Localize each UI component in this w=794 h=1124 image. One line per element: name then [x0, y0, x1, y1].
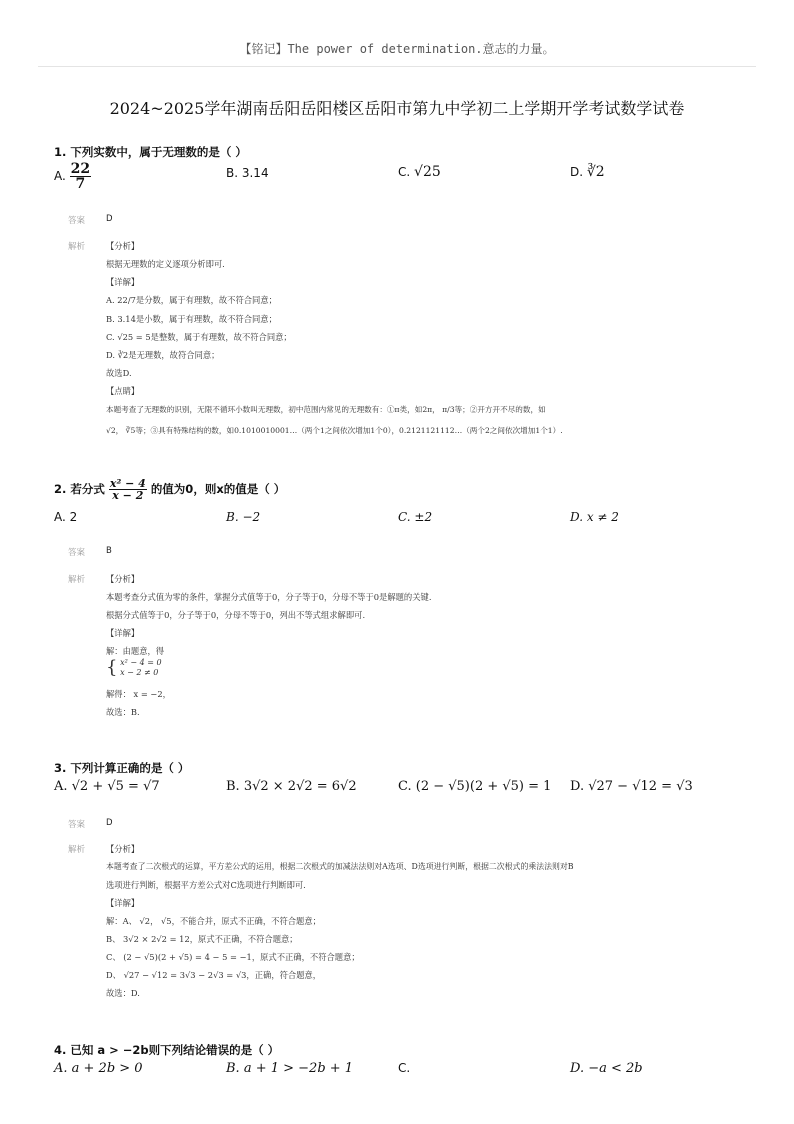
q2-option-b: B. −2: [226, 510, 261, 524]
q1-analysis-line: D. ∛2是无理数，故符合同意；: [106, 350, 220, 360]
q1-analysis-line: 故选D.: [106, 368, 132, 378]
q1-option-c-expr: √25: [414, 164, 441, 180]
question-4-stem: 4. 已知 a > −2b则下列结论错误的是（ ）: [54, 1043, 280, 1057]
q2-system-lines: [120, 658, 161, 676]
motto-header: 【铭记】The power of determination.意志的力量。: [239, 42, 555, 56]
q3-analysis-line: 故选：D.: [106, 988, 140, 998]
q4-option-b: B. a + 1 > −2b + 1: [226, 1061, 354, 1076]
q2-option-a: A. 2: [54, 510, 78, 524]
question-3-stem: 3. 下列计算正确的是（ ）: [54, 761, 190, 775]
q1-option-c: [398, 164, 441, 180]
q3-analysis-line: 选项进行判断，根据平方差公式对C选项进行判断即可.: [106, 880, 306, 890]
q2-answer-label: 答案: [68, 548, 86, 558]
q3-answer-label: 答案: [68, 820, 86, 830]
q1-analysis-label: 解析: [68, 242, 86, 252]
q2-system-eq2: x − 2 ≠ 0: [120, 667, 159, 677]
q1-option-d-prefix: D.: [570, 165, 584, 179]
q1-analysis-line: 【点睛】: [106, 386, 140, 396]
q3-analysis-line: 【分析】: [106, 844, 140, 854]
q3-analysis-line: C、 (2 − √5)(2 + √5) = 4 − 5 = −1，原式不正确，不符合题意；: [106, 952, 360, 962]
left-brace-icon: {: [106, 657, 118, 678]
q1-analysis-line: A. 22/7是分数，属于有理数，故不符合同意；: [106, 295, 277, 305]
q2-stem-suffix: 的值为0，则x的值是（ ）: [150, 482, 286, 496]
q2-analysis-line: 根据分式值等于0，分子等于0，分母不等于0，列出不等式组求解即可.: [106, 610, 366, 620]
q1-option-a-prefix: A.: [54, 169, 66, 183]
q4-option-a: A. a + 2b > 0: [54, 1061, 143, 1076]
q3-analysis-line: D、 √27 − √12 = 3√3 − 2√3 = √3，正确，符合题意，: [106, 970, 322, 980]
q1-option-d: [570, 164, 605, 180]
q1-analysis-line: 根据无理数的定义逐项分析即可.: [106, 259, 225, 269]
q1-analysis-line: √2， ∛5等；③具有特殊结构的数，如0.1010010001…（两个1之间依次增加1个0），0.2121121112…（两个2之间依次增加1个1）.: [106, 426, 563, 435]
q1-option-a: [54, 162, 91, 191]
q3-analysis-line: 本题考查了二次根式的运算，平方差公式的运用，根据二次根式的加减法法则对A选项、D选项进行判断，根据二次根式的乘法法则对B: [106, 862, 574, 871]
q2-analysis-line: 解：由题意，得: [106, 646, 165, 656]
q1-option-a-fraction: [70, 162, 91, 191]
q4-option-d: D. −a < 2b: [570, 1061, 643, 1076]
q1-answer-label: 答案: [68, 216, 86, 226]
q3-option-a: A. √2 + √5 = √7: [54, 779, 160, 794]
q3-analysis-line: B、 3√2 × 2√2 = 12，原式不正确，不符合题意；: [106, 934, 298, 944]
q3-option-b: B. 3√2 × 2√2 = 6√2: [226, 779, 357, 794]
q3-analysis-label: 解析: [68, 845, 86, 855]
q2-analysis-line: 【详解】: [106, 628, 140, 638]
q1-answer-value: D: [106, 214, 113, 224]
q1-option-c-prefix: C.: [398, 165, 411, 179]
q1-option-a-denominator: 7: [75, 176, 86, 192]
q1-option-d-expr: ∛2: [586, 164, 605, 180]
q2-answer-value: B: [106, 546, 112, 556]
q2-equation-system: [106, 657, 162, 678]
q1-analysis-line: 【分析】: [106, 241, 140, 251]
q3-option-c: C. (2 − √5)(2 + √5) = 1: [398, 779, 552, 794]
q2-option-d: D. x ≠ 2: [570, 510, 619, 524]
q2-fraction-denominator: x − 2: [112, 489, 144, 502]
q3-option-d: D. √27 − √12 = √3: [570, 779, 693, 794]
q2-analysis-line: 解得： x = −2，: [106, 689, 171, 699]
q3-analysis-line: 解：A、 √2， √5，不能合并，原式不正确，不符合题意；: [106, 916, 321, 926]
question-1-stem: 1. 下列实数中，属于无理数的是（ ）: [54, 145, 247, 159]
q2-fraction: [109, 478, 147, 501]
q2-stem-prefix: 2. 若分式: [54, 482, 105, 496]
q2-analysis-line: 本题考查分式值为零的条件，掌握分式值等于0，分子等于0，分母不等于0是解题的关键.: [106, 592, 432, 602]
q2-analysis-line: 故选：B.: [106, 707, 140, 717]
q1-analysis-line: C. √25 = 5是整数，属于有理数，故不符合同意；: [106, 332, 292, 342]
q3-answer-value: D: [106, 818, 113, 828]
q1-option-a-numerator: 22: [70, 161, 91, 177]
q2-fraction-numerator: x² − 4: [109, 477, 146, 490]
q1-analysis-line: B. 3.14是小数，属于有理数，故不符合同意；: [106, 314, 277, 324]
exam-title: 2024~2025学年湖南岳阳岳阳楼区岳阳市第九中学初二上学期开学考试数学试卷: [109, 99, 685, 118]
q1-analysis-line: 【详解】: [106, 277, 140, 287]
q2-option-c: C. ±2: [398, 510, 433, 524]
q3-analysis-line: 【详解】: [106, 898, 140, 908]
q4-option-c: C.: [398, 1061, 411, 1075]
q1-option-b: B. 3.14: [226, 166, 269, 180]
question-2-stem: [54, 478, 285, 501]
q2-system-eq1: x² − 4 = 0: [120, 658, 162, 668]
q1-analysis-line: 本题考查了无理数的识别，无限不循环小数叫无理数，初中范围内常见的无理数有：①π类，如2π， π/3等；②开方开不尽的数，如: [106, 405, 546, 414]
header-divider: [38, 66, 756, 67]
q2-analysis-label: 解析: [68, 575, 86, 585]
q2-analysis-line: 【分析】: [106, 574, 140, 584]
